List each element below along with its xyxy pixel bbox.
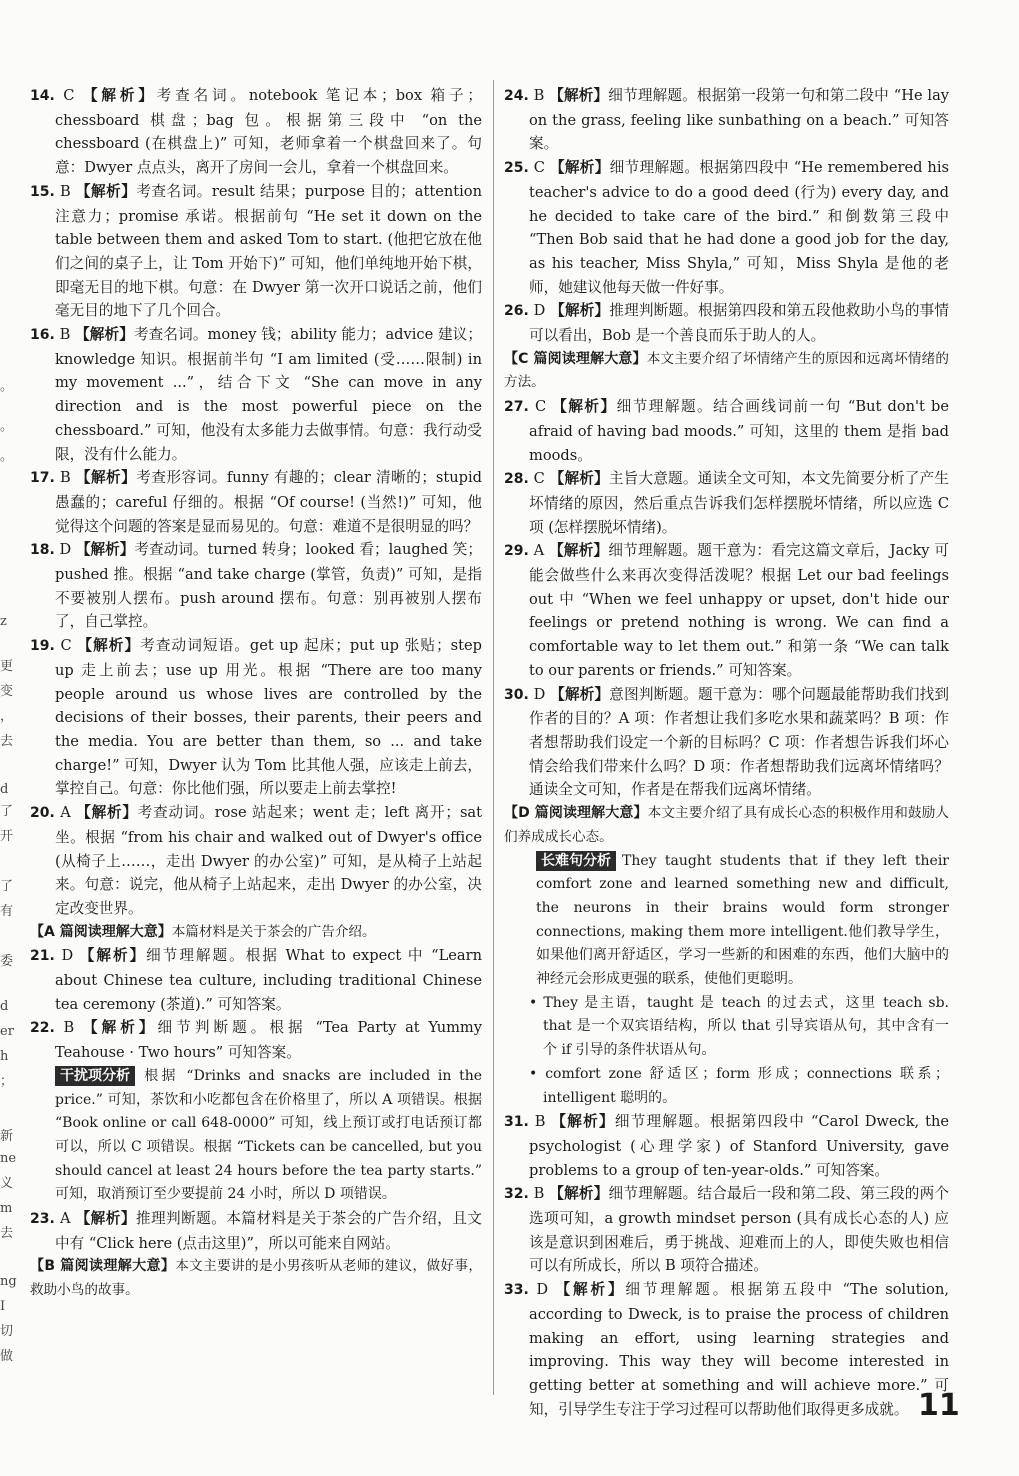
answer-33: 33. D 【解析】细节理解题。根据第五段中 “The solution, according to Dweck, is to praise the process of children making an effort, using learning strategies and improving. This way they will become interested in getting better at something and will achieve more.” 可知，引导学生专注于学习过程可以帮助他们取得更多成就。 (504, 1281, 949, 1418)
answer-16: 16. B 【解析】考查名词。money 钱；ability 能力；advice 建议；knowledge 知识。根据前半句 “I am limited (受……限制) in my movement ...”，结合下文 “She can move in any direction and is the most powerful piece on the chessboard.” 可知，他没有太多能力去做事情。句意：我行动受限，没有什么能力。 (30, 326, 482, 463)
margin-char: d (0, 782, 9, 797)
left-margin-fragments (0, 80, 17, 1380)
margin-char: h (0, 1049, 9, 1064)
margin-char: I (0, 1299, 6, 1314)
long-sentence-note-1: • They 是主语，taught 是 teach 的过去式，这里 teach sb. that 是一个双宾语结构，所以 that 引导宾语从句，其中含有一个 if 引导的条件状语从句。 (529, 994, 949, 1059)
long-sentence-label: 长难句分析 (536, 851, 616, 871)
margin-char: 了 (0, 804, 14, 819)
margin-char: ， (0, 709, 14, 724)
margin-char: 。 (0, 419, 14, 434)
margin-char: 去 (0, 1226, 14, 1241)
margin-char: 。 (0, 449, 14, 464)
answer-18: 18. D 【解析】考查动词。turned 转身；looked 看；laughed 笑；pushed 推。根据 “and take charge (掌管，负责)” 可知，是指不要被别人摆布。push around 摆布。句意：别再被别人摆布了，自己掌控。 (30, 541, 483, 631)
left-column (30, 84, 482, 1303)
answer-15: 15. B 【解析】考查名词。result 结果；purpose 目的；attention 注意力；promise 承诺。根据前句 “He set it down on the table between them and asked Tom to start. (他把它放在他们之间的桌子上，让 Tom 开始下)” 可知，他们单纯地开始下棋，即毫无目的地下棋。句意：在 Dwyer 第一次开口说话之前，他们毫无目的地下了几个回合。 (30, 182, 482, 320)
answer-29: 29. A 【解析】细节理解题。题干意为：看完这篇文章后，Jacky 可能会做些什么来再次变得活泼呢？根据 Let our bad feelings out 中 “When we feel unhappy or upset, don't hide our feelings or pretend nothing is wrong. We can find a comfortable way to let them out.” 和第一条 “We can talk to our parents or friends.” 可知答案。 (504, 542, 949, 679)
margin-char: 开 (0, 829, 14, 844)
answer-24: 24. B 【解析】细节理解题。根据第一段第一句和第二段中 “He lay on the grass, feeling like sunbathing on a beach.” 可知答案。 (504, 87, 950, 153)
section-a-summary: 【A 篇阅读理解大意】本篇材料是关于茶会的广告介绍。 (30, 923, 376, 940)
margin-char: m (0, 1201, 13, 1216)
margin-char: er (0, 1024, 14, 1039)
margin-char: 委 (0, 954, 14, 969)
answer-30: 30. D 【解析】意图判断题。题干意为：哪个问题最能帮助我们找到作者的目的？A 项：作者想让我们多吃水果和蔬菜吗？B 项：作者想帮助我们设定一个新的目标吗？C 项：作者想告诉我们坏心情会给我们带来什么吗？D 项：作者想帮助我们远离坏情绪吗？通读全文可知，作者是在帮我们远离坏情绪。 (504, 685, 949, 799)
margin-char: ； (0, 1074, 14, 1089)
answer-27: 27. C 【解析】细节理解题。结合画线词前一句 “But don't be afraid of having bad moods.” 可知，这里的 them 是指 bad moods。 (504, 398, 950, 464)
answer-25: 25. C 【解析】细节理解题。根据第四段中 “He remembered his teacher's advice to do a good deed (行为) every day, and he decided to take care of the bird.” 和倒数第三段中 “Then Bob said that he had done a good job for the day, as his teacher, Miss Shyla,” 可知，Miss Shyla 是他的老师，她建议他每天做一件好事。 (504, 159, 949, 296)
margin-char: 有 (0, 904, 14, 919)
long-sentence-note-2: • comfort zone 舒适区；form 形成；connections 联系；intelligent 聪明的。 (529, 1065, 949, 1106)
distractor-analysis-label: 干扰项分析 (55, 1066, 135, 1086)
section-b-summary: 【B 篇阅读理解大意】本文主要讲的是小男孩听从老师的建议，做好事，救助小鸟的故事。 (30, 1258, 482, 1299)
margin-char: 更 (0, 659, 14, 674)
answer-20: 20. A 【解析】考查动词。rose 站起来；went 走；left 离开；sat 坐。根据 “from his chair and walked out of Dwyer's office (从椅子上……，走出 Dwyer 的办公室)” 可知，是从椅子上站起来。句意：说完，他从椅子上站起来，走出 Dwyer 的办公室，决定改变世界。 (30, 804, 482, 917)
answer-14: 14. C 【解析】考查名词。notebook 笔记本；box 箱子；chessboard 棋盘；bag 包。根据第三段中 “on the chessboard (在棋盘上)” 可知，老师拿着一个棋盘回来了。句意：Dwyer 点点头，离开了房间一会儿，拿着一个棋盘回来。 (30, 87, 482, 177)
margin-char: 义 (0, 1176, 14, 1191)
margin-char: 做 (0, 1349, 14, 1364)
distractor-analysis: 干扰项分析 根据 “Drinks and snacks are included in the price.” 可知，茶饮和小吃都包含在价格里了，所以 A 项错误。根据 “Book online or call 648-0000” 可知，线上预订或打电话预订都可以，所以 C 项错误。根据 “Tickets can be cancelled, but you should cancel at least 24 hours before the tea party starts.” 可知，取消预订至少要提前 24 小时，所以 D 项错误。 (55, 1067, 482, 1203)
answer-17: 17. B 【解析】考查形容词。funny 有趣的；clear 清晰的；stupid 愚蠢的；careful 仔细的。根据 “Of course! (当然!)” 可知，他觉得这个问题的答案是显而易见的。句意：难道不是很明显的吗？ (30, 469, 483, 535)
answer-19: 19. C 【解析】考查动词短语。get up 起床；put up 张贴；step up 走上前去；use up 用光。根据 “There are too many people around us whose lives are controlled by the decisions of their bosses, their parents, their peers and the media. You are better than them, so ... and take charge!” 可知，Dwyer 认为 Tom 比其他人强，应该走上前去，掌控自己。句意：你比他们强，所以要走上前去掌控! (30, 637, 482, 798)
answer-28: 28. C 【解析】主旨大意题。通读全文可知，本文先简要分析了产生坏情绪的原因，然后重点告诉我们怎样摆脱坏情绪，所以应选 C 项 (怎样摆脱坏情绪)。 (504, 470, 949, 536)
answer-31: 31. B 【解析】细节理解题。根据第四段中 “Carol Dweck, the psychologist (心理学家) of Stanford University, gave problems to a group of ten-year-olds.” 可知答案。 (504, 1113, 949, 1179)
long-sentence-analysis: 长难句分析 They taught students that if they left their comfort zone and learned something new and difficult, the neurons in their brains would form stronger connections, making them more intelligent.他们教导学生，如果他们离开舒适区，学习一些新的和困难的东西，他们大脑中的神经元会形成更强的联系，使他们更聪明。 (536, 852, 949, 988)
section-c-summary: 【C 篇阅读理解大意】本文主要介绍了坏情绪产生的原因和远离坏情绪的方法。 (504, 350, 950, 391)
column-divider (493, 80, 494, 1395)
margin-char: 。 (0, 379, 14, 394)
section-d-summary: 【D 篇阅读理解大意】本文主要介绍了具有成长心态的积极作用和鼓励人们养成成长心态。 (504, 805, 949, 845)
margin-char: 切 (0, 1324, 14, 1339)
right-column (504, 84, 949, 1421)
margin-char: 新 (0, 1129, 14, 1144)
margin-char: z (0, 614, 7, 629)
margin-char: ng (0, 1274, 17, 1289)
margin-char: 变 (0, 684, 14, 699)
margin-char: 去 (0, 734, 14, 749)
page-number: 11 (918, 1388, 960, 1423)
answer-21: 21. D 【解析】细节理解题。根据 What to expect 中 “Learn about Chinese tea culture, including traditional Chinese tea ceremony (茶道).” 可知答案。 (30, 947, 482, 1013)
margin-char: ne (0, 1151, 17, 1166)
answer-26: 26. D 【解析】推理判断题。根据第四段和第五段他救助小鸟的事情可以看出，Bob 是一个善良而乐于助人的人。 (504, 302, 949, 345)
answer-23: 23. A 【解析】推理判断题。本篇材料是关于茶会的广告介绍，且文中有 “Click here (点击这里)”，所以可能来自网站。 (30, 1210, 482, 1252)
answer-32: 32. B 【解析】细节理解题。结合最后一段和第二段、第三段的两个选项可知，a growth mindset person (具有成长心态的人) 应该是意识到困难后，勇于挑战、迎难而上的人，即使失败也相信可以有所成长，所以 B 项符合描述。 (504, 1185, 949, 1275)
margin-char: 了 (0, 879, 14, 894)
answer-22: 22. B 【解析】细节判断题。根据 “Tea Party at Yummy Teahouse · Two hours” 可知答案。 (30, 1019, 483, 1062)
margin-char: d (0, 999, 9, 1014)
